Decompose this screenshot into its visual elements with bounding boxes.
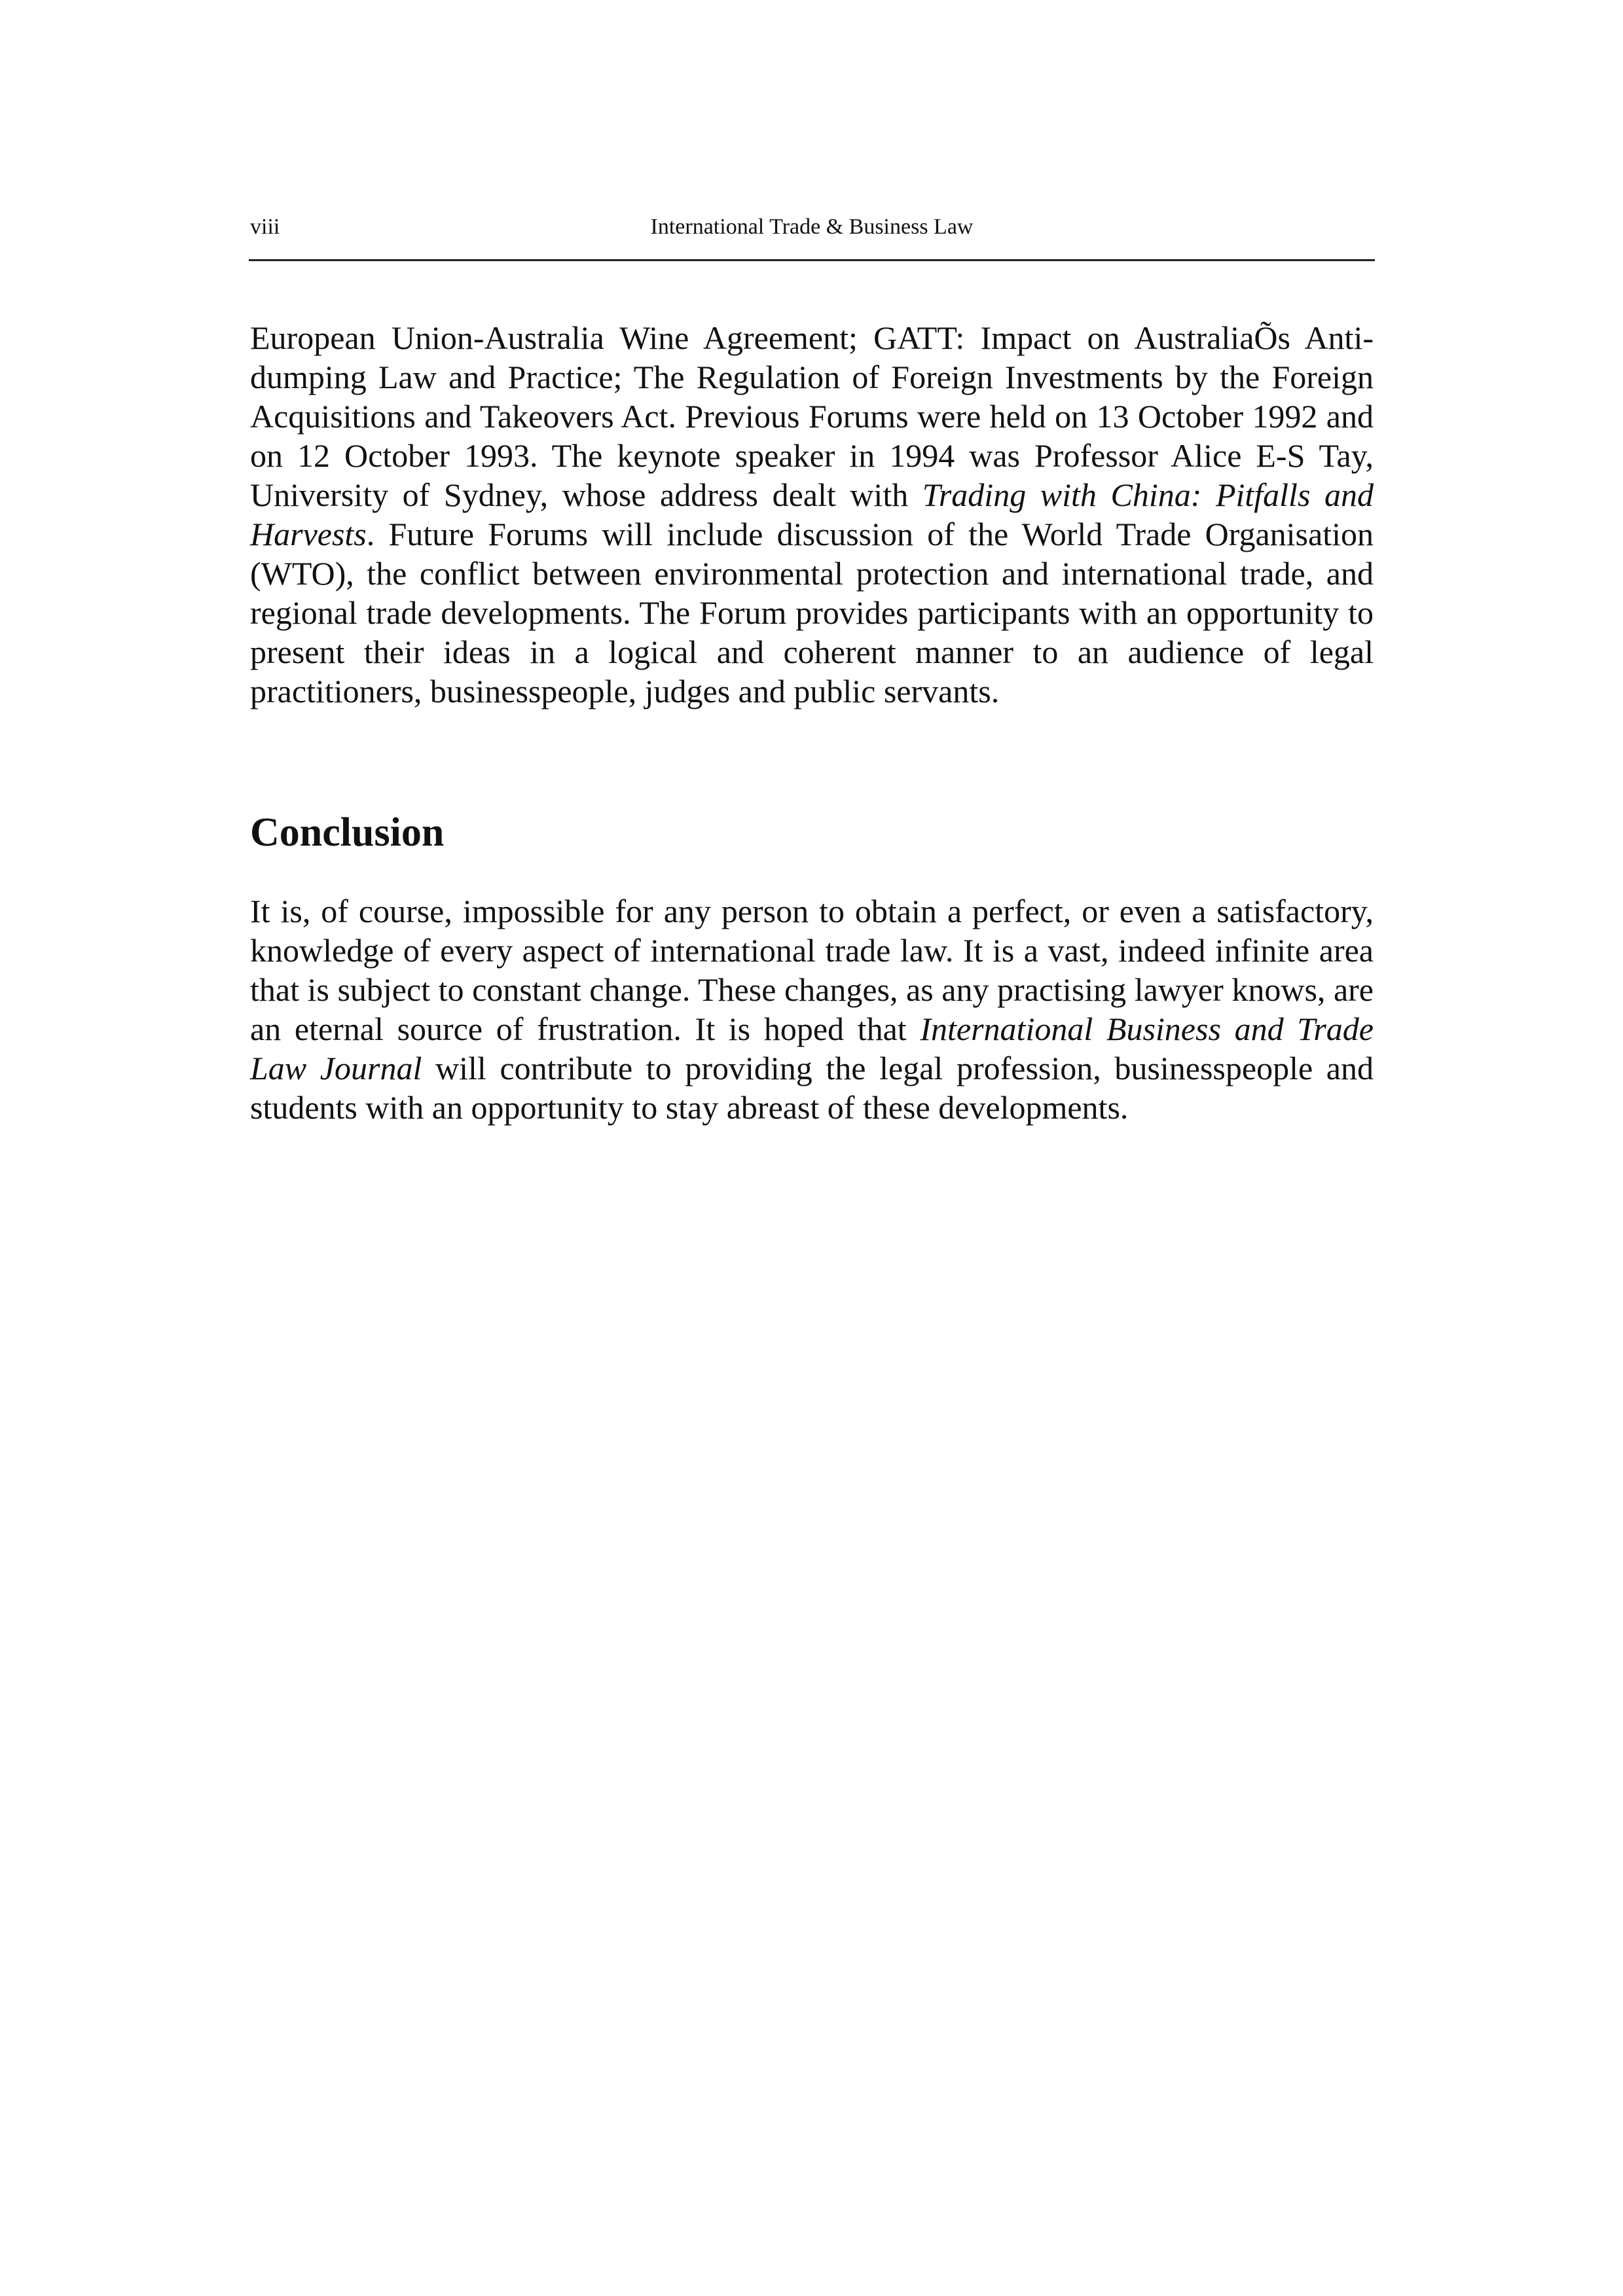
running-header: [250, 211, 1374, 243]
paragraph-text: It is, of course, impossible for any person to obtain a perfect, or even a satisfactory, knowledge of every aspect of international trade law. It is a vast, indeed infinite area that is subject to constant change. These changes, as any practising lawyer knows, are an eternal source of frustration. It is hoped that: [250, 893, 1374, 1047]
running-title: International Trade & Business Law: [650, 215, 974, 239]
body-paragraph: [250, 318, 1374, 711]
journal-name: International Business and Trade Law Journal: [250, 1011, 1374, 1086]
section-heading: Conclusion: [250, 810, 445, 855]
conclusion-paragraph: [250, 891, 1374, 1127]
header-divider: [249, 259, 1375, 261]
paragraph-text: . Future Forums will include discussion of the World Trade Organisation (WTO), the conflict between environmental protection and international trade, and regional trade developments. The Forum provides participants with an opportunity to present their ideas in a logical and coherent manner to an audience of legal practitioners, businesspeople, judges and public servants.: [250, 516, 1374, 709]
page-number: viii: [250, 215, 280, 239]
paragraph-text: European Union-Australia Wine Agreement; GATT: Impact on AustraliaÕs Anti-dumping Law and Practice; The Regulation of Foreign Investments by the Foreign Acquisitions and Takeovers Act. Previous Forums were held on 13 October 1992 and on 12 October 1993. The keynote speaker in 1994 was Professor Alice E-S Tay, University of Sydney, whose address dealt with: [250, 319, 1374, 513]
paragraph-text: will contribute to providing the legal profession, businesspeople and students with an opportunity to stay abreast of these developments.: [250, 1050, 1374, 1126]
cited-address-title: Trading with China: Pitfalls and Harvests: [250, 476, 1374, 552]
